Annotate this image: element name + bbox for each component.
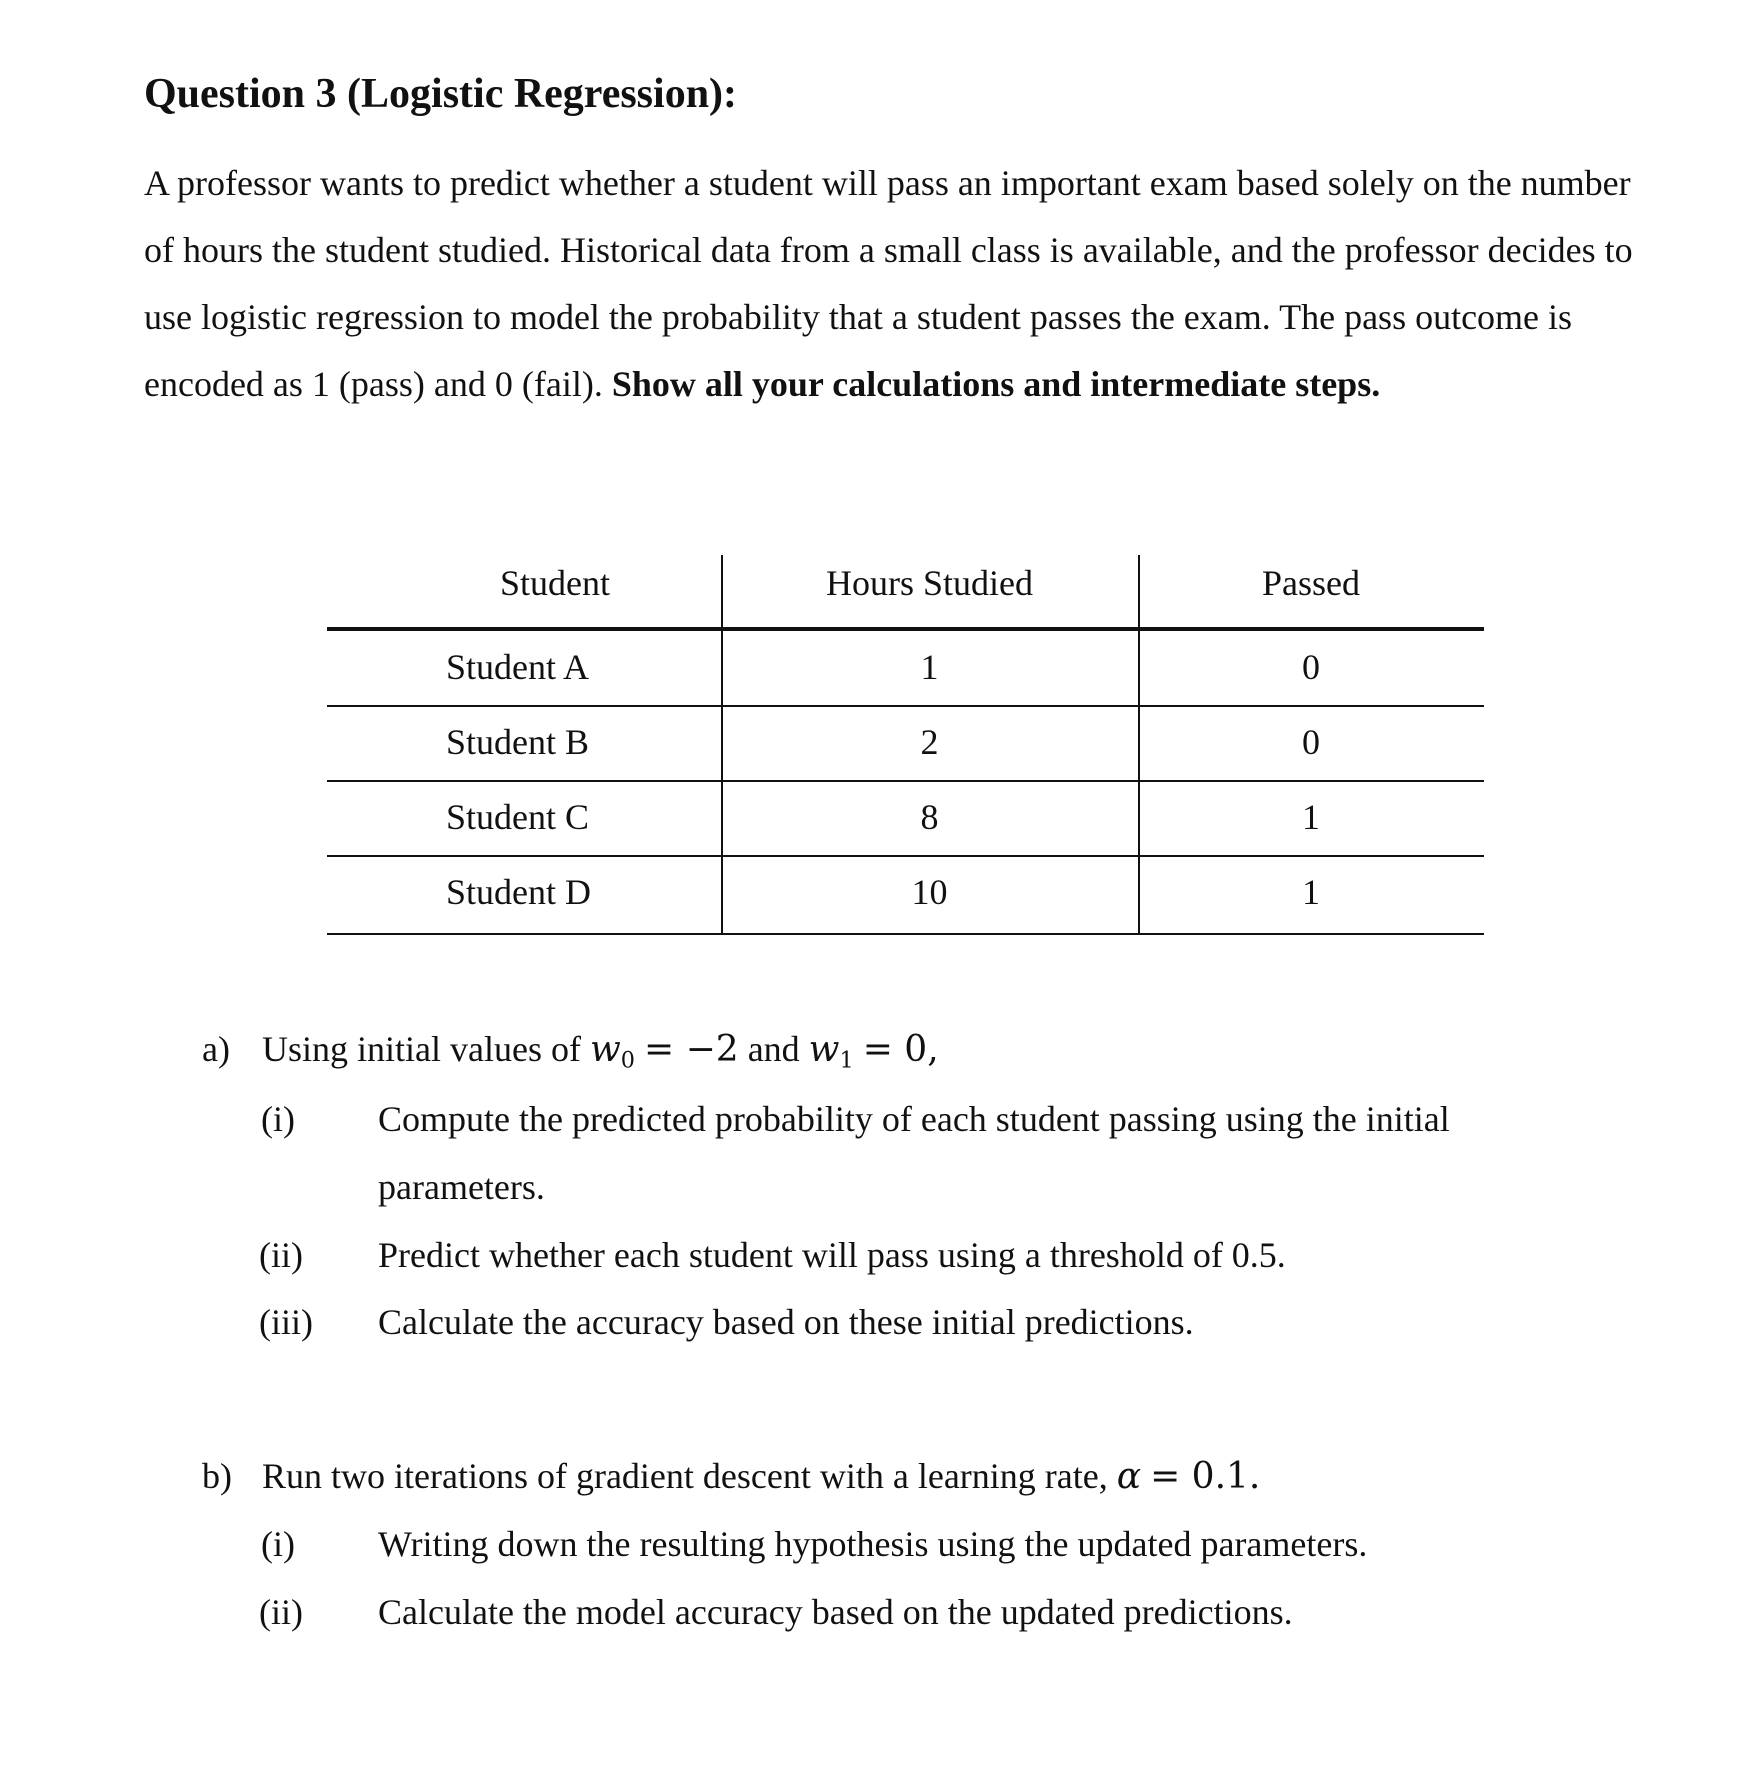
- cell-passed: 1: [1302, 872, 1320, 912]
- part-a-question: [262, 1024, 939, 1075]
- part-b-item-label: (ii): [259, 1592, 303, 1632]
- intro-text: A professor wants to predict whether a student will pass an important exam based solely on the number of hours the student studied. Historical data from a small class is available, and the professor decides to use logistic regression to model the probability that a student passes the exam. The pass outcome is encoded as 1 (pass) and 0 (fail).: [144, 163, 1633, 404]
- cell-student: Student A: [446, 647, 590, 687]
- w1-subscript: 1: [839, 1047, 854, 1074]
- part-a-lead: Using initial values of: [262, 1029, 581, 1069]
- question-title: Question 3 (Logistic Regression):: [144, 71, 738, 117]
- cell-hours: 2: [920, 722, 939, 762]
- cell-student: Student D: [446, 872, 592, 912]
- part-a-item-label: (iii): [259, 1302, 313, 1342]
- part-a-item-text: Calculate the accuracy based on these initial predictions.: [378, 1302, 1194, 1342]
- cell-student: Student C: [446, 797, 590, 837]
- header-passed: Passed: [1262, 563, 1360, 603]
- cell-hours: 10: [911, 872, 948, 912]
- part-a-label: a): [202, 1029, 230, 1069]
- cell-passed: 0: [1302, 722, 1320, 762]
- alpha-value: = 0.1.: [1150, 1456, 1261, 1497]
- part-b-lead: Run two iterations of gradient descent with a learning rate,: [262, 1456, 1108, 1496]
- table-header-row: [327, 555, 1484, 627]
- part-a-item-text: Predict whether each student will pass using a threshold of 0.5.: [378, 1235, 1286, 1275]
- part-b-item-text: Writing down the resulting hypothesis using the updated parameters.: [378, 1524, 1368, 1564]
- cell-hours: 1: [920, 647, 939, 687]
- part-b-item-text: Calculate the model accuracy based on the updated predictions.: [378, 1592, 1293, 1632]
- cell-student: Student B: [446, 722, 590, 762]
- w0-subscript: 0: [620, 1047, 635, 1074]
- cell-hours: 8: [920, 797, 939, 837]
- cell-passed: 1: [1302, 797, 1320, 837]
- table-row: [327, 781, 1484, 855]
- cell-passed: 0: [1302, 647, 1320, 687]
- part-b-label: b): [202, 1456, 232, 1496]
- w0-value: = −2: [644, 1029, 739, 1070]
- table-row: [327, 631, 1484, 705]
- table-row: [327, 856, 1484, 934]
- question-intro: [144, 150, 1644, 418]
- intro-bold-instruction: Show all your calculations and intermediate steps.: [611, 364, 1381, 404]
- part-a-item-label: (i): [261, 1099, 295, 1139]
- part-a-item-text-continued: parameters.: [378, 1167, 545, 1207]
- alpha-symbol: α: [1116, 1456, 1142, 1497]
- header-student: Student: [499, 563, 610, 603]
- part-a-item-label: (ii): [259, 1235, 303, 1275]
- table-row: [327, 706, 1484, 780]
- part-a-and: and: [747, 1029, 800, 1069]
- part-b-item-label: (i): [261, 1524, 295, 1564]
- table-bottom-rule: [327, 933, 1484, 935]
- w1-value: = 0,: [862, 1029, 939, 1070]
- header-hours-studied: Hours Studied: [826, 563, 1033, 603]
- w0-symbol: w: [589, 1029, 621, 1070]
- part-a-item-text: Compute the predicted probability of each student passing using the initial: [378, 1099, 1450, 1139]
- part-b-question: [262, 1451, 1260, 1502]
- data-table: [327, 555, 1484, 935]
- w1-symbol: w: [808, 1029, 840, 1070]
